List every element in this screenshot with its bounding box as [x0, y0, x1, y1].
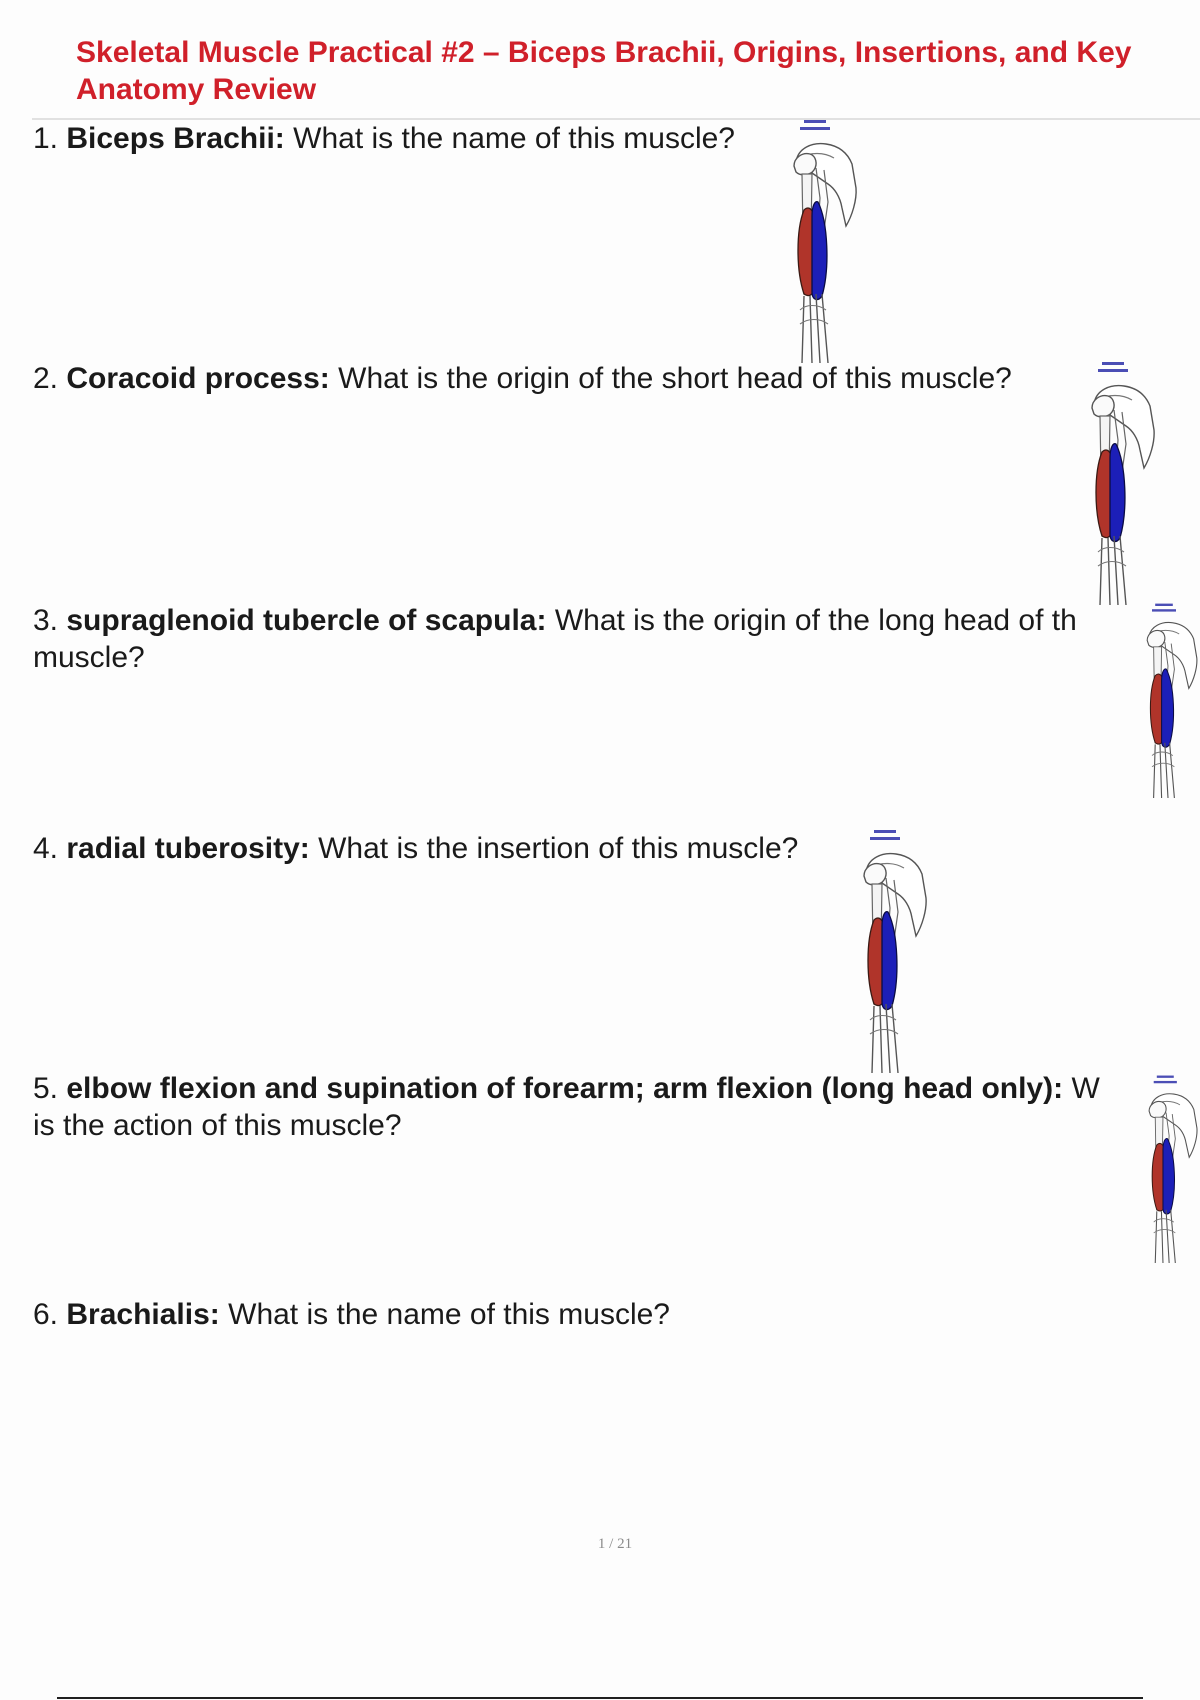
page-number: 1 / 21 [597, 1536, 633, 1552]
question-number: 6. [33, 1298, 59, 1331]
answer-text: supraglenoid tubercle of scapula: [66, 604, 547, 637]
question-text-continued: is the action of this muscle? [33, 1109, 402, 1142]
biceps-diagram-4 [860, 828, 930, 1073]
answer-text: radial tuberosity: [66, 832, 310, 865]
biceps-diagram-3 [1144, 602, 1200, 824]
question-text: What is the origin of the long head of th [554, 604, 1077, 637]
document-title [76, 34, 1200, 108]
question-number: 4. [33, 832, 59, 865]
question-text: W [1071, 1072, 1100, 1105]
document-title-line2: Anatomy Review [76, 73, 317, 106]
document-title-line1: Skeletal Muscle Practical #2 – Biceps Brachii, Origins, Insertions, and Key [76, 36, 1132, 69]
question-text: What is the insertion of this muscle? [318, 832, 799, 865]
question-5 [33, 1070, 1100, 1144]
question-6 [33, 1296, 670, 1333]
question-3 [33, 602, 1077, 676]
answer-text: Brachialis: [66, 1298, 220, 1331]
question-text: What is the origin of the short head of this muscle? [338, 362, 1012, 395]
question-text-continued: muscle? [33, 641, 145, 674]
question-text: What is the name of this muscle? [293, 122, 735, 155]
question-text: What is the name of this muscle? [228, 1298, 670, 1331]
biceps-diagram-1 [790, 118, 860, 363]
question-number: 5. [33, 1072, 59, 1105]
question-number: 1. [33, 122, 59, 155]
question-1 [33, 120, 735, 157]
answer-text: Biceps Brachii: [66, 122, 285, 155]
biceps-diagram-5 [1146, 1074, 1200, 1288]
answer-text: Coracoid process: [66, 362, 330, 395]
question-2 [33, 360, 1012, 397]
question-number: 3. [33, 604, 59, 637]
question-4 [33, 830, 798, 867]
question-number: 2. [33, 362, 59, 395]
answer-text: elbow flexion and supination of forearm; arm flexion (long head only): [66, 1072, 1064, 1105]
bottom-divider [57, 1697, 1143, 1699]
biceps-diagram-2 [1088, 360, 1158, 605]
